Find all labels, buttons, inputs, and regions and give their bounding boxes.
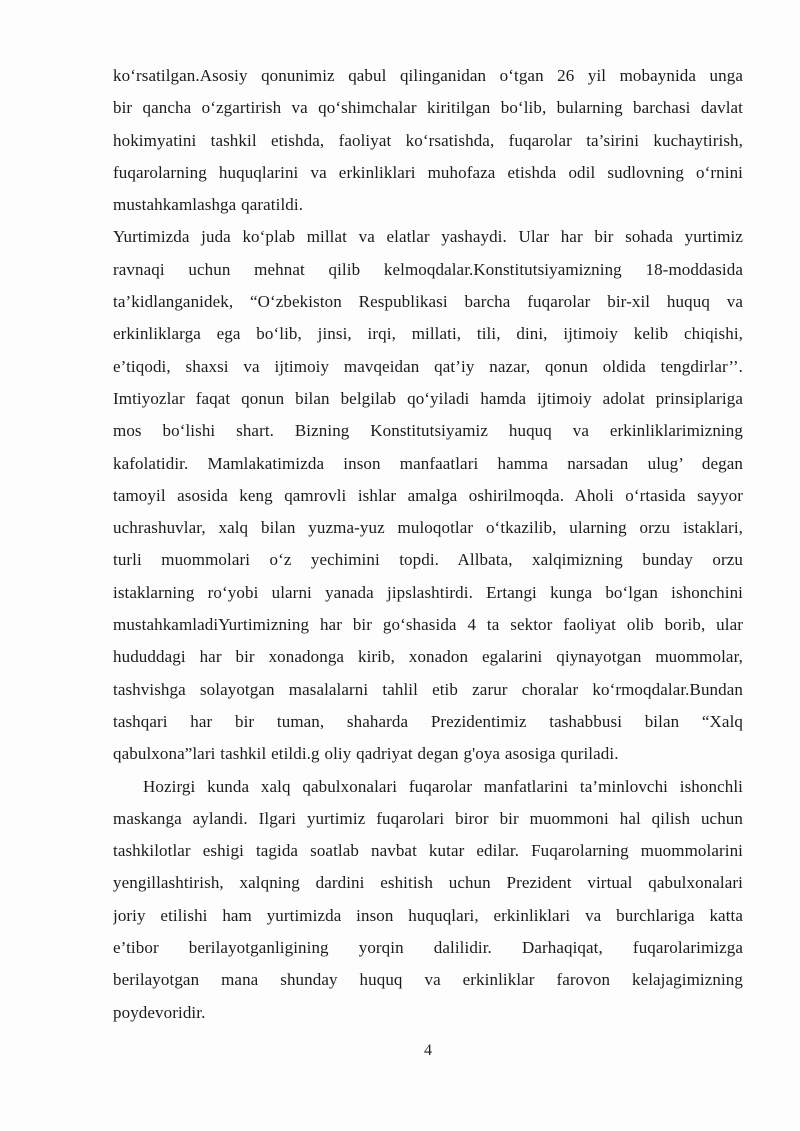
- paragraph-1: [113, 60, 743, 221]
- text-line: tamoyil asosida keng qamrovli ishlar amalga oshirilmoqda. Aholi o‘rtasida sayyor: [113, 485, 743, 505]
- text-line: Yurtimizda juda ko‘plab millat va elatlar yashaydi. Ular har bir sohada yurtimiz: [113, 227, 743, 247]
- text-line: poydevoridir.: [113, 1002, 206, 1022]
- page-number: 4: [424, 1041, 432, 1059]
- text-line: e’tiqodi, shaxsi va ijtimoiy mavqeidan qat’iy nazar, qonun oldida tengdirlar’’.: [113, 356, 743, 376]
- text-line: tashqari har bir tuman, shaharda Prezidentimiz tashabbusi bilan “Xalq: [113, 711, 743, 731]
- text-line: berilayotgan mana shunday huquq va erkinliklar farovon kelajagimizning: [113, 970, 743, 990]
- text-line: erkinliklarga ega bo‘lib, jinsi, irqi, millati, tili, dini, ijtimoiy kelib chiqishi,: [113, 324, 743, 344]
- text-line: maskanga aylandi. Ilgari yurtimiz fuqarolari biror bir muommoni hal qilish uchun: [113, 808, 743, 828]
- text-line: istaklarning ro‘yobi ularni yanada jipslashtirdi. Ertangi kunga bo‘lgan ishonchini: [113, 582, 743, 602]
- text-line: qabulxona”lari tashkil etildi.g oliy qadriyat degan g'oya asosiga quriladi.: [113, 744, 619, 764]
- text-line: ravnaqi uchun mehnat qilib kelmoqdalar.Konstitutsiyamizning 18-moddasida: [113, 259, 743, 279]
- text-line: tashkilotlar eshigi tagida soatlab navbat kutar edilar. Fuqarolarning muommolarini: [113, 841, 743, 861]
- paragraph-3: [113, 771, 743, 1029]
- text-line: Hozirgi kunda xalq qabulxonalari fuqarolar manfatlarini ta’minlovchi ishonchli: [143, 776, 743, 796]
- text-line: yengillashtirish, xalqning dardini eshitish uchun Prezident virtual qabulxonalari: [113, 873, 743, 893]
- text-line: mustahkamladiYurtimizning har bir go‘shasida 4 ta sektor faoliyat olib borib, ular: [113, 615, 743, 635]
- text-line: hokimyatini tashkil etishda, faoliyat ko‘rsatishda, fuqarolar ta’sirini kuchaytirish,: [113, 130, 743, 150]
- body-text: [113, 60, 743, 1061]
- text-line: uchrashuvlar, xalq bilan yuzma-yuz muloqotlar o‘tkazilib, ularning orzu istaklari,: [113, 518, 743, 538]
- text-line: bir qancha o‘zgartirish va qo‘shimchalar kiritilgan bo‘lib, bularning barchasi davlat: [113, 98, 743, 118]
- text-line: fuqarolarning huquqlarini va erkinliklari muhofaza etishda odil sudlovning o‘rnini: [113, 162, 743, 182]
- text-line: kafolatidir. Mamlakatimizda inson manfaatlari hamma narsadan ulug’ degan: [113, 453, 743, 473]
- text-line: e’tibor berilayotganligining yorqin dalilidir. Darhaqiqat, fuqarolarimizga: [113, 938, 743, 958]
- text-line: mustahkamlashga qaratildi.: [113, 195, 304, 215]
- text-line: ko‘rsatilgan.Asosiy qonunimiz qabul qilinganidan o‘tgan 26 yil mobaynida unga: [113, 66, 743, 85]
- text-line: turli muommolari o‘z yechimini topdi. Allbata, xalqimizning bunday orzu: [113, 550, 743, 570]
- text-line: Imtiyozlar faqat qonun bilan belgilab qo‘yiladi hamda ijtimoiy adolat prinsiplariga: [113, 388, 743, 408]
- text-line: joriy etilishi ham yurtimizda inson huquqlari, erkinliklari va burchlariga katta: [113, 905, 743, 925]
- text-line: hududdagi har bir xonadonga kirib, xonadon egalarini qiynayotgan muommolar,: [113, 647, 743, 667]
- text-line: ta’kidlanganidek, “O‘zbekiston Respublikasi barcha fuqarolar bir-xil huquq va: [113, 292, 743, 312]
- text-line: tashvishga solayotgan masalalarni tahlil etib zarur choralar ko‘rmoqdalar.Bundan: [113, 679, 743, 699]
- paragraph-2: [113, 221, 743, 770]
- text-line: mos bo‘lishi shart. Bizning Konstitutsiyamiz huquq va erkinliklarimizning: [113, 421, 743, 441]
